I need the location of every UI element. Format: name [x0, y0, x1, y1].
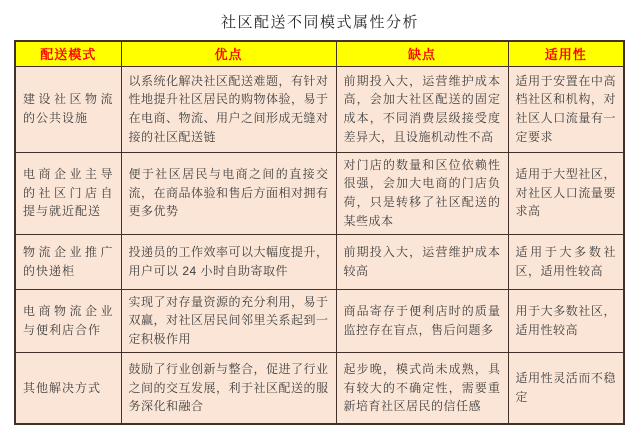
header-pros: 优点 — [121, 41, 336, 66]
cell-pros: 实现了对存量资源的充分利用，易于双赢，对社区居民间邻里关系起到一定积极作用 — [121, 289, 336, 352]
cell-applicability: 适用性灵活而不稳定 — [508, 352, 624, 424]
cell-applicability: 适用于安置在中高档社区和机构，对社区人口流量有一定要求 — [508, 66, 624, 152]
page-title: 社区配送不同模式属性分析 — [220, 14, 419, 31]
header-cons: 缺点 — [336, 41, 508, 66]
cell-pros: 便于社区居民与电商之间的直接交流，在商品体验和售后方面相对拥有更多优势 — [121, 152, 336, 234]
header-applicability: 适用性 — [508, 41, 624, 66]
cell-mode: 电商物流企业与便利店合作 — [15, 289, 121, 352]
cell-pros: 以系统化解决社区配送难题，有针对性地提升社区居民的购物体验，易于在电商、物流、用户之间形成无缝对接的社区配送链 — [121, 66, 336, 152]
cell-applicability: 适用于大多数社区，适用性较高 — [508, 234, 624, 289]
cell-pros: 投递员的工作效率可以大幅度提升，用户可以 24 小时自助寄取件 — [121, 234, 336, 289]
cell-mode: 建设社区物流的公共设施 — [15, 66, 121, 152]
cell-mode: 其他解决方式 — [15, 352, 121, 424]
cell-cons: 前期投入大，运营维护成本高，会加大社区配送的固定成本，不同消费层级接受度差异大，且设施机动性不高 — [336, 66, 508, 152]
table-row — [15, 152, 624, 234]
cell-applicability: 用于大多数社区，适用性较高 — [508, 289, 624, 352]
cell-cons: 对门店的数量和区位依赖性很强，会加大电商的门店负荷，只是转移了社区配送的某些成本 — [336, 152, 508, 234]
cell-cons: 起步晚，模式尚未成熟，具有较大的不确定性，需要重新培育社区居民的信任感 — [336, 352, 508, 424]
header-mode: 配送模式 — [15, 41, 121, 66]
cell-pros: 鼓励了行业创新与整合，促进了行业之间的交互发展，利于社区配送的服务深化和融合 — [121, 352, 336, 424]
cell-cons: 商品寄存于便利店时的质量监控存在盲点，售后问题多 — [336, 289, 508, 352]
header-row — [15, 41, 624, 66]
table-row — [15, 234, 624, 289]
cell-cons: 前期投入大，运营维护成本较高 — [336, 234, 508, 289]
table-row — [15, 352, 624, 424]
table-row — [15, 289, 624, 352]
cell-mode: 物流企业推广的快递柜 — [15, 234, 121, 289]
cell-applicability: 适用于大型社区，对社区人口流量要求高 — [508, 152, 624, 234]
cell-mode: 电商企业主导的社区门店自提与就近配送 — [15, 152, 121, 234]
delivery-mode-attribute-table — [14, 40, 625, 425]
table-row — [15, 66, 624, 152]
